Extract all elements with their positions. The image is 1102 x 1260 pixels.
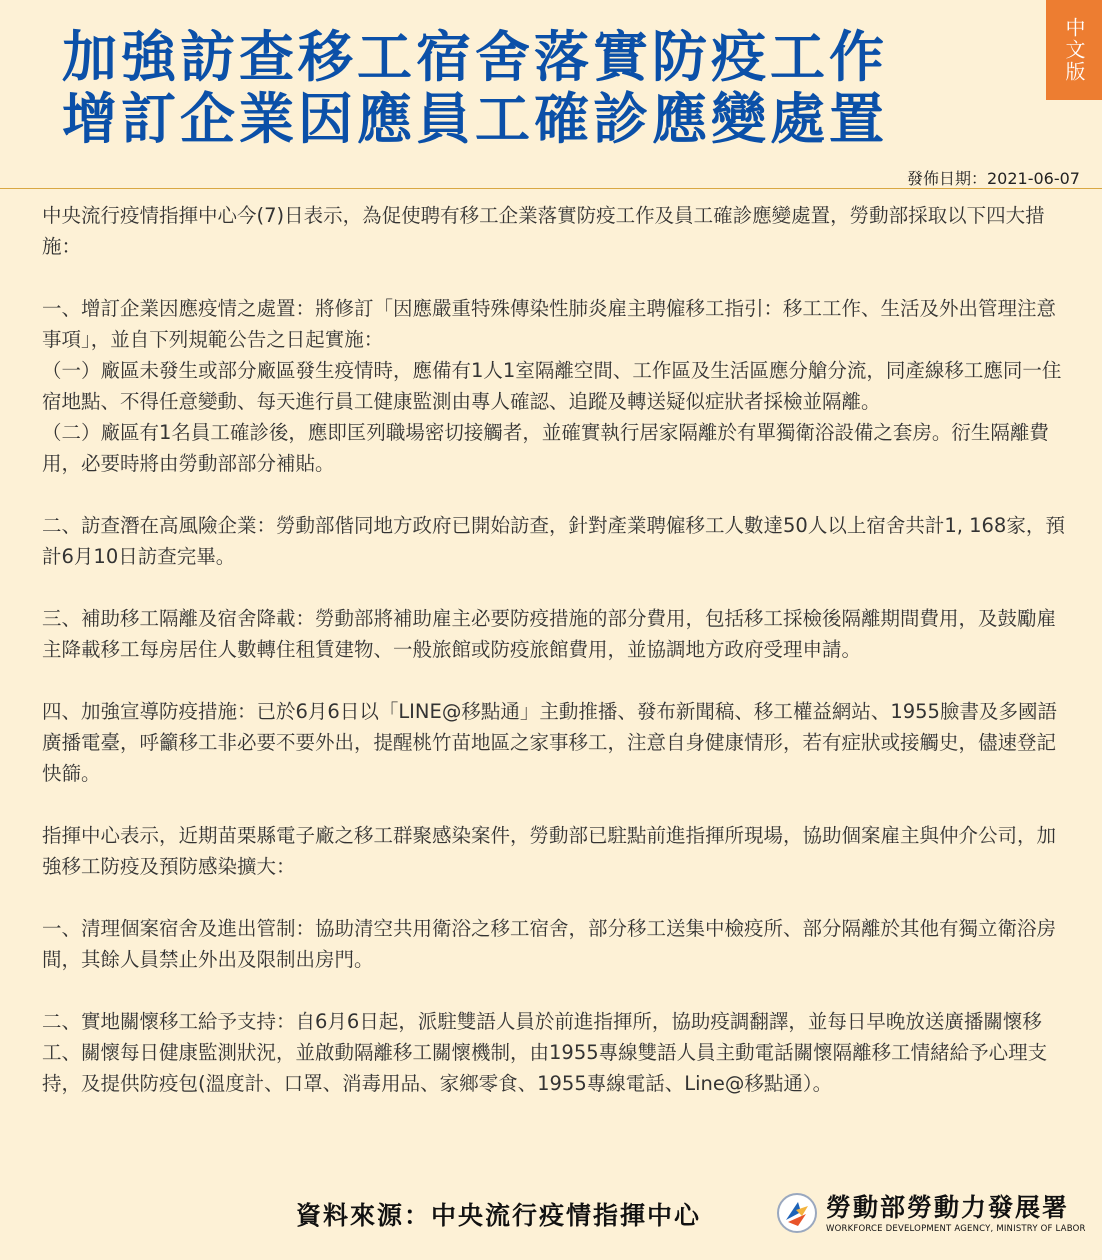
language-tag-label: 中文版: [1062, 17, 1086, 83]
paragraph-action-1: 一、清理個案宿舍及進出管制：協助清空共用衛浴之移工宿舍，部分移工送集中檢疫所、部分隔離於其他有獨立衛浴房間，其餘人員禁止外出及限制出房門。: [42, 917, 1057, 971]
divider: [0, 188, 1102, 189]
paragraph-measure-3: 三、補助移工隔離及宿舍降載：勞動部將補助雇主必要防疫措施的部分費用，包括移工採檢後隔離期間費用，及鼓勵雇主降載移工每房居住人數轉住租賃建物、一般旅館或防疫旅館費用，並協調地方政府受理申請。: [42, 607, 1057, 661]
paragraph-measure-4: 四、加強宣導防疫措施：已於6月6日以「LINE@移點通」主動推播、發布新聞稿、移工權益網站、1955臉書及多國語廣播電臺，呼籲移工非必要不要外出，提醒桃竹苗地區之家事移工，注意自身健康情形，若有症狀或接觸史，儘速登記快篩。: [42, 700, 1057, 785]
language-tag[interactable]: [1046, 0, 1102, 100]
source-credit: 資料來源：中央流行疫情指揮中心: [296, 1201, 702, 1230]
agency-name: 勞動部勞動力發展署: [826, 1193, 1070, 1222]
publish-date: 發佈日期：2021-06-07: [907, 169, 1080, 188]
article-body: [42, 200, 1066, 1099]
title-line-1: 加強訪查移工宿舍落實防疫工作: [62, 25, 889, 89]
paragraph-center-statement: 指揮中心表示，近期苗栗縣電子廠之移工群聚感染案件，勞動部已駐點前進指揮所現場，協助個案雇主與仲介公司，加強移工防疫及預防感染擴大：: [42, 824, 1057, 878]
paragraph-measure-1: 一、增訂企業因應疫情之處置：將修訂「因應嚴重特殊傳染性肺炎雇主聘僱移工指引：移工工作、生活及外出管理注意事項」，並自下列規範公告之日起實施：: [42, 297, 1057, 351]
paragraph-measure-2: 二、訪查潛在高風險企業：勞動部偕同地方政府已開始訪查，針對產業聘僱移工人數達50人以上宿舍共計1, 168家，預計6月10日訪查完畢。: [42, 514, 1065, 568]
agency-logo-icon: [776, 1192, 818, 1234]
page-title: [62, 26, 1002, 150]
paragraph-intro: 中央流行疫情指揮中心今(7)日表示，為促使聘有移工企業落實防疫工作及員工確診應變處置，勞動部採取以下四大措施：: [42, 204, 1045, 258]
agency-brand[interactable]: [776, 1188, 1086, 1244]
paragraph-action-2: 二、實地關懷移工給予支持：自6月6日起，派駐雙語人員於前進指揮所，協助疫調翻譯，並每日早晚放送廣播關懷移工、關懷每日健康監測狀況，並啟動隔離移工關懷機制，由1955專線雙語人員主動電話關懷隔離移工情緒給予心理支持，及提供防疫包(溫度計、口罩、消毒用品、家鄉零食、1955專線電話、Line@移點通）。: [42, 1010, 1048, 1095]
title-line-2: 增訂企業因應員工確診應變處置: [62, 87, 889, 151]
paragraph-measure-1-item-1: （一）廠區未發生或部分廠區發生疫情時，應備有1人1室隔離空間、工作區及生活區應分艙分流，同產線移工應同一住宿地點、不得任意變動、每天進行員工健康監測由專人確認、追蹤及轉送疑似症狀者採檢並隔離。: [42, 359, 1062, 413]
paragraph-measure-1-item-2: （二）廠區有1名員工確診後，應即匡列職場密切接觸者，並確實執行居家隔離於有單獨衛浴設備之套房。衍生隔離費用，必要時將由勞動部部分補貼。: [42, 421, 1049, 475]
agency-name-en: WORKFORCE DEVELOPMENT AGENCY, MINISTRY OF LABOR: [826, 1224, 1086, 1234]
